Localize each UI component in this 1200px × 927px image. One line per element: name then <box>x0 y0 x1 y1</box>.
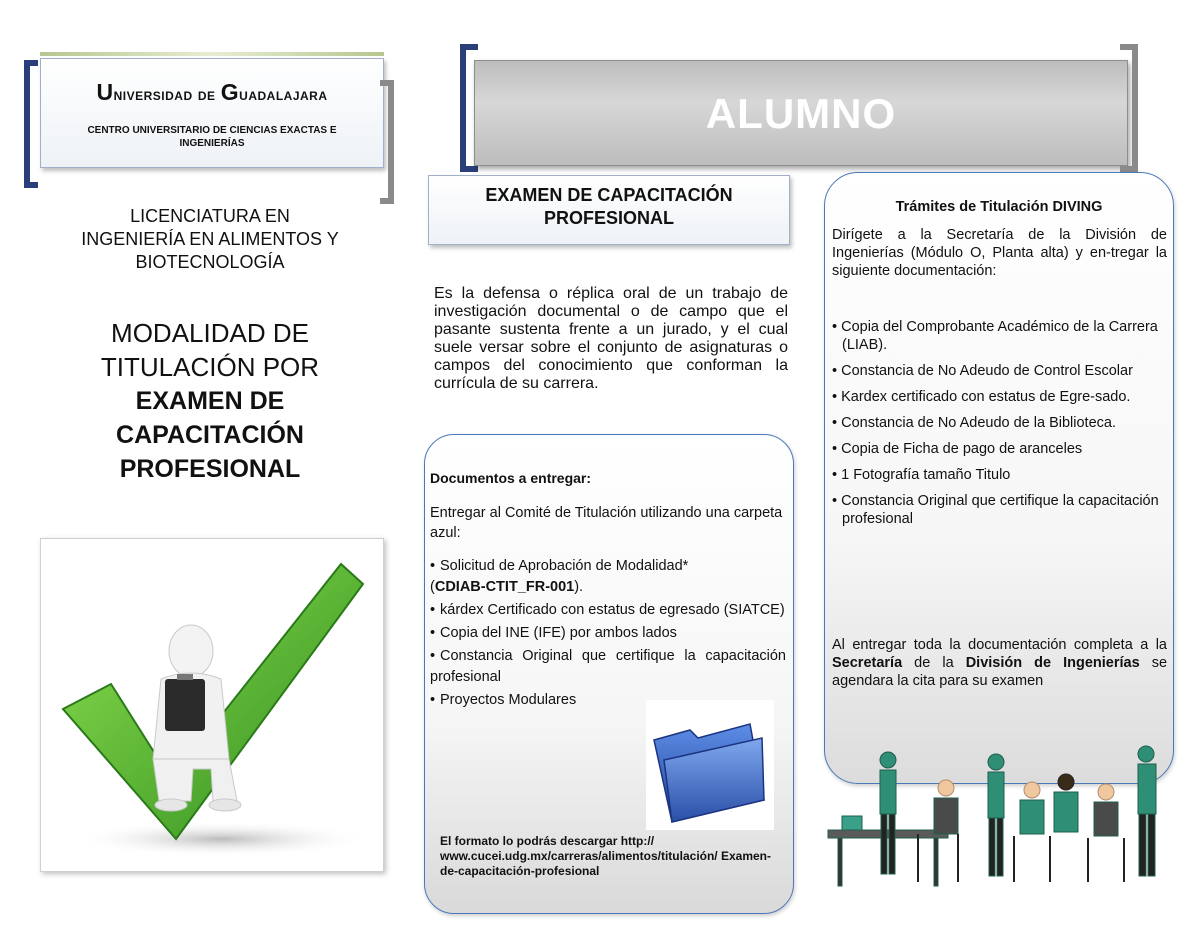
list-item: • Kardex certificado con estatus de Egre-sado. <box>832 389 1131 405</box>
list-item: • Copia de Ficha de pago de aranceles <box>832 441 1083 457</box>
list-item: • kárdex Certificado con estatus de egresado (SIATCE) <box>430 602 785 618</box>
right-bracket-decoration <box>380 80 394 204</box>
list-item: • Constancia Original que certifique la capacitación profesional <box>832 493 1159 527</box>
exam-section-title: EXAMEN DE CAPACITACIÓN PROFESIONAL <box>428 175 790 245</box>
university-header <box>40 58 384 168</box>
modality-title: MODALIDAD DE TITULACIÓN POR EXAMEN DE CAPACITACIÓN PROFESIONAL <box>100 318 320 483</box>
checkmark-illustration <box>40 538 384 872</box>
university-center: CENTRO UNIVERSITARIO DE CIENCIAS EXACTAS E INGENIERÍAS <box>87 125 337 149</box>
list-item: • Solicitud de Aprobación de Modalidad* (CDIAB-CTIT_FR-001). <box>430 558 689 595</box>
list-item: • Constancia Original que certifique la capacitación profesional <box>430 648 786 685</box>
header-accent-line <box>40 52 384 56</box>
download-note: El formato lo podrás descargar http:// www.cucei.udg.mx/carreras/alimentos/titulación/ Examen-de-capacitación-profesional <box>440 834 771 878</box>
meeting-people-illustration <box>818 742 1182 898</box>
list-item: • 1 Fotografía tamaño Titulo <box>832 467 1011 483</box>
procedures-title: Trámites de Titulación DIVING <box>895 199 1103 215</box>
banner-title: ALUMNO <box>474 60 1128 166</box>
list-item: • Proyectos Modulares <box>430 692 577 708</box>
checkmark-person-icon <box>41 539 383 871</box>
documents-title: Documentos a entregar: <box>430 470 592 486</box>
list-item: • Copia del Comprobante Académico de la Carrera (LIAB). <box>832 319 1158 353</box>
degree-name: LICENCIATURA EN INGENIERÍA EN ALIMENTOS Y BIOTECNOLOGÍA <box>81 206 339 272</box>
documents-intro: Entregar al Comité de Titulación utilizando una carpeta azul: <box>430 505 783 541</box>
list-item: • Constancia de No Adeudo de Control Escolar <box>832 363 1133 379</box>
procedures-footer: Al entregar toda la documentación completa a la Secretaría de la División de Ingenierías se agendara la cita para su examen <box>832 637 1168 689</box>
people-icon <box>818 742 1182 898</box>
folder-icon <box>646 700 774 830</box>
list-item: • Copia del INE (IFE) por ambos lados <box>430 625 677 641</box>
list-item: • Constancia de No Adeudo de la Biblioteca. <box>832 415 1116 431</box>
left-bracket-decoration <box>24 60 38 188</box>
exam-description: Es la defensa o réplica oral de un trabajo de investigación documental o de campo que el pasante sustenta frente a un jurado, y el cual suele versar sobre el conjunto de asignaturas o campos del conocimiento que conforman la currícula de su carrera. <box>434 285 788 392</box>
banner-right-bracket <box>1120 44 1138 172</box>
university-name: Universidad de Guadalajara <box>96 79 328 105</box>
procedures-list <box>832 318 1168 536</box>
procedures-intro: Dirígete a la Secretaría de la División de Ingenierías (Módulo O, Planta alta) y en-tregar la siguiente documentación: <box>832 227 1167 279</box>
documents-list <box>430 556 786 713</box>
